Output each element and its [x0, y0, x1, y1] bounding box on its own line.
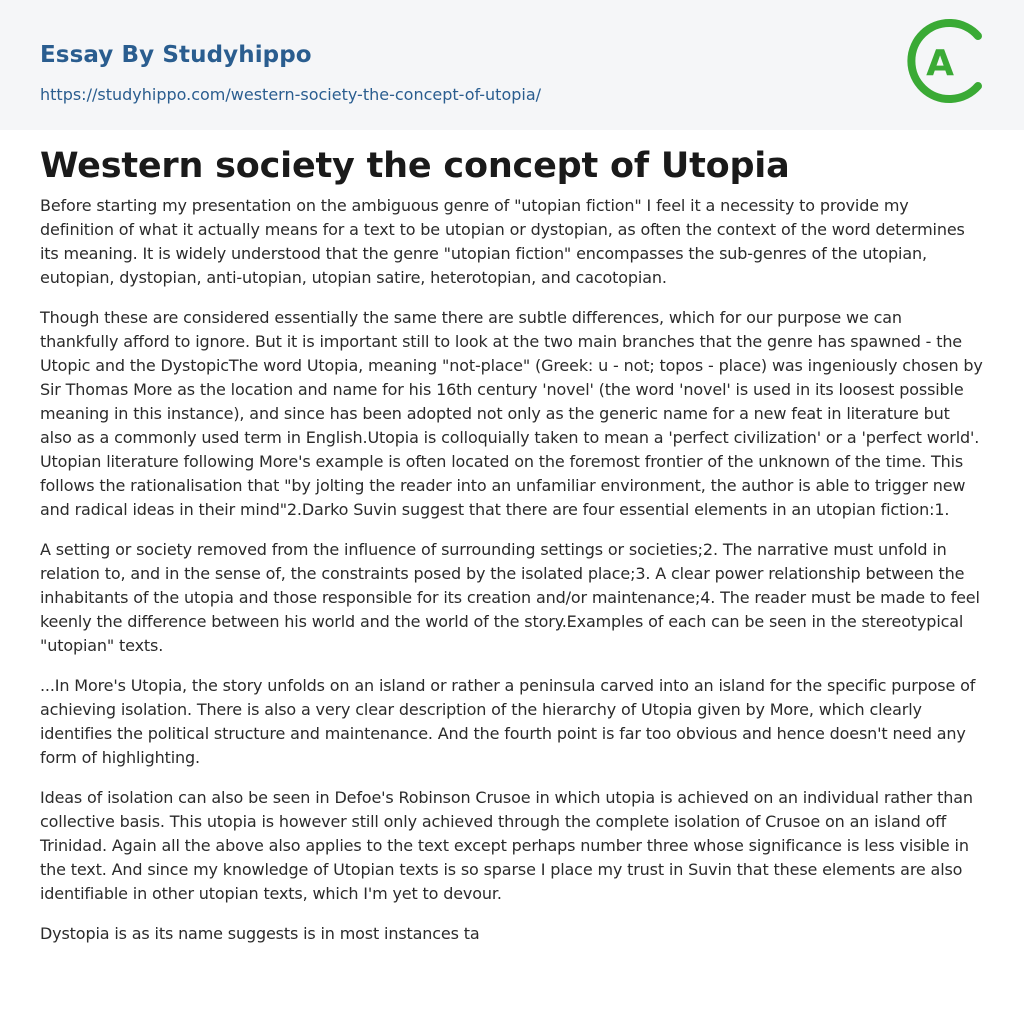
article-title: Western society the concept of Utopia [40, 146, 790, 186]
paragraph-1: Before starting my presentation on the ambiguous genre of "utopian fiction" I feel it a necessity to provide my definition of what it actually means for a text to be utopian or dystopian, as often the context of the word determines its meaning. It is widely understood that the genre "utopian fiction" encompasses the sub-genres of the utopian, eutopian, dystopian, anti-utopian, utopian satire, heterotopian, and cacotopian. [40, 196, 965, 287]
site-header [0, 0, 1024, 130]
paragraph-5: Ideas of isolation can also be seen in Defoe's Robinson Crusoe in which utopia is achieved on an individual rather than collective basis. This utopia is however still only achieved through the complete isolation of Crusoe on an island off Trinidad. Again all the above also applies to the text except perhaps number three whose significance is less visible in the text. And since my knowledge of Utopian texts is so sparse I place my trust in Suvin that these elements are also identifiable in other utopian texts, which I'm yet to devour. [40, 788, 973, 903]
brand-name[interactable]: Essay By Studyhippo [40, 42, 312, 68]
paragraph-3: A setting or society removed from the influence of surrounding settings or societies;2. The narrative must unfold in relation to, and in the sense of, the constraints posed by the isolated place;3. A clear power relationship between the inhabitants of the utopia and those responsible for its creation and/or maintenance;4. The reader must be made to feel keenly the difference between his world and the world of the story.Examples of each can be seen in the stereotypical "utopian" texts. [40, 540, 980, 655]
paragraph-4: ...In More's Utopia, the story unfolds on an island or rather a peninsula carved into an island for the specific purpose of achieving isolation. There is also a very clear description of the hierarchy of Utopia given by More, which clearly identifies the political structure and maintenance. And the fourth point is far too obvious and hence doesn't need any form of highlighting. [40, 676, 976, 767]
paragraph-2: Though these are considered essentially the same there are subtle differences, which for our purpose we can thankfully afford to ignore. But it is important still to look at the two main branches that the genre has spawned - the Utopic and the DystopicThe word Utopia, meaning "not-place" (Greek: u - not; topos - place) was ingeniously chosen by Sir Thomas More as the location and name for his 16th century 'novel' (the word 'novel' is used in its loosest possible meaning in this instance), and since has been adopted not only as the generic name for a new feat in literature but also as a commonly used term in English.Utopia is colloquially taken to mean a 'perfect civilization' or a 'perfect world'. Utopian literature following More's example is often located on the foremost frontier of the unknown of the time. This follows the rationalisation that "by jolting the reader into an unfamiliar environment, the author is able to trigger new and radical ideas in their mind"2.Darko Suvin suggest that there are four essential elements in an utopian fiction:1. [40, 308, 983, 519]
logo-letter: A [926, 43, 954, 84]
article [0, 130, 1024, 946]
paragraph-6: Dystopia is as its name suggests is in most instances ta [40, 924, 480, 943]
logo-icon[interactable] [905, 18, 991, 104]
source-url-link[interactable]: https://studyhippo.com/western-society-the-concept-of-utopia/ [40, 85, 542, 104]
